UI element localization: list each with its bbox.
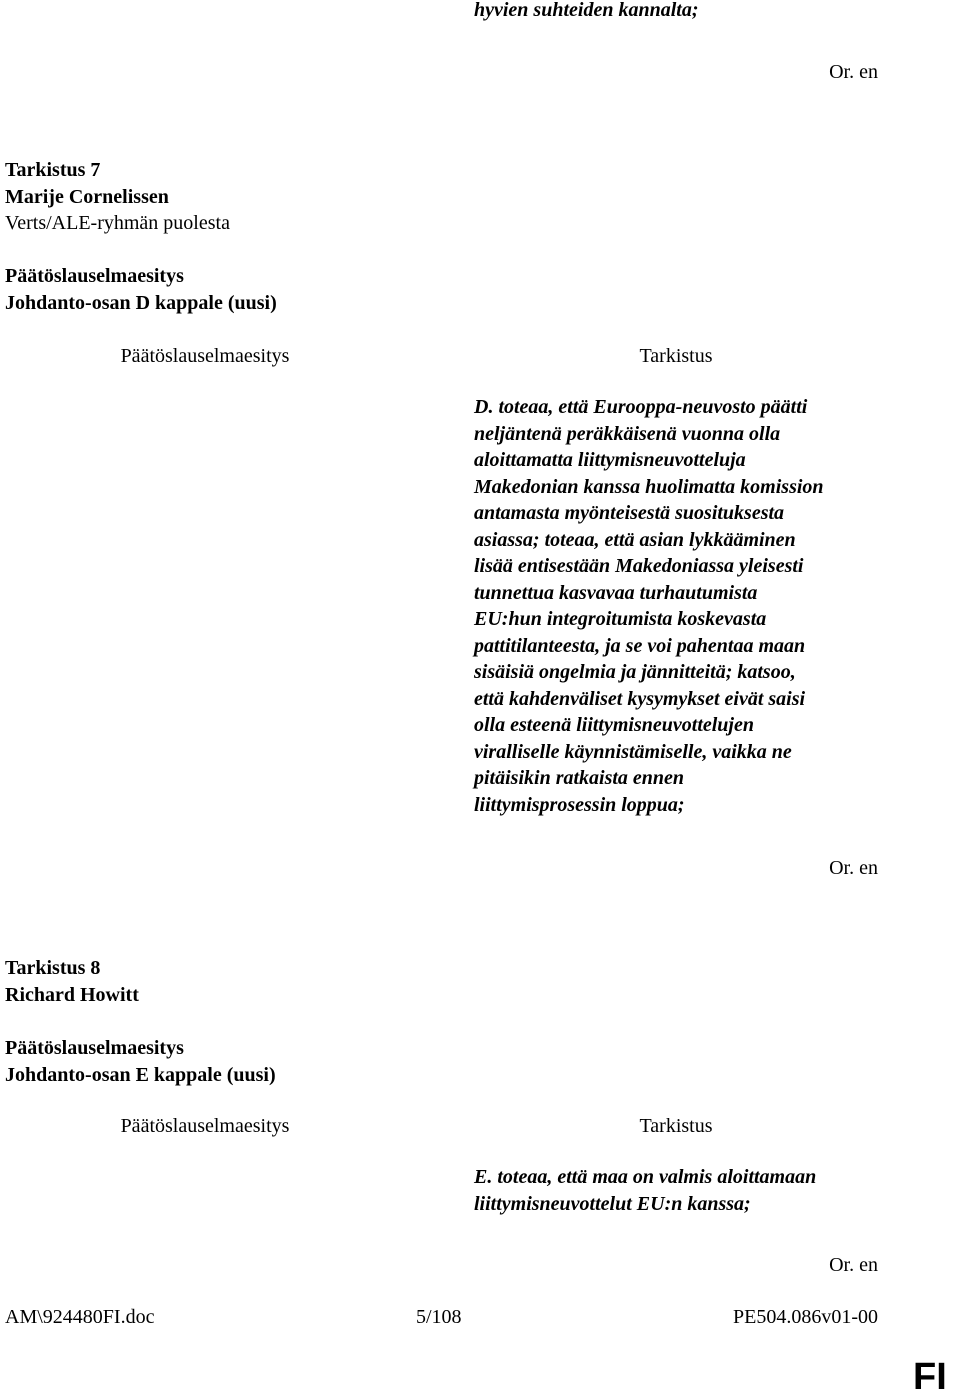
amendment-author: Marije Cornelissen: [5, 186, 169, 208]
amendment-text-line: pitäisikin ratkaista ennen: [474, 767, 685, 789]
amendment-text-line: Makedonian kanssa huolimatta komission: [474, 475, 824, 498]
amendment-number: Tarkistus 7: [5, 159, 101, 181]
amendment-text-line: viralliselle käynnistämiselle, vaikka ne: [474, 740, 792, 763]
amendment-group: Verts/ALE-ryhmän puolesta: [5, 212, 230, 234]
column-header-right: Tarkistus: [639, 345, 713, 367]
column-header-left: Päätöslauselmaesitys: [120, 1115, 290, 1137]
text-fragment: hyvien suhteiden kannalta;: [474, 0, 699, 21]
amendment-author: Richard Howitt: [5, 984, 139, 1006]
amendment-text-line: pattitilanteesta, ja se voi pahentaa maan: [474, 634, 806, 657]
amendment-text-line: että kahdenväliset kysymykset eivät saisi: [474, 687, 806, 710]
amendment-text-line: liittymisneuvottelut EU:n kanssa;: [474, 1192, 751, 1215]
amendment-text-line: liittymisprosessin loppua;: [474, 793, 685, 816]
amendment-text-line: D. toteaa, että Eurooppa-neuvosto päätti: [474, 396, 808, 418]
amendment-text: [474, 1164, 816, 1217]
amendment-text-line: asiassa; toteaa, että asian lykkääminen: [474, 528, 796, 551]
amendment-text-line: olla esteenä liittymisneuvottelujen: [474, 714, 754, 736]
footer-doc-reference: AM\924480FI.doc: [5, 1306, 155, 1328]
amendment-text-line: antamasta myönteisestä suosituksesta: [474, 502, 785, 524]
original-language: Or. en: [829, 61, 878, 83]
document-type: Päätöslauselmaesitys: [5, 1037, 184, 1059]
footer-page-number: 5/108: [416, 1306, 462, 1328]
amendment-text-line: aloittamatta liittymisneuvotteluja: [474, 449, 746, 471]
footer-pe-reference: PE504.086v01-00: [733, 1306, 878, 1328]
section-reference: Johdanto-osan D kappale (uusi): [5, 292, 277, 314]
amendment-text: [474, 394, 824, 818]
amendment-text-line: E. toteaa, että maa on valmis aloittamaan: [474, 1166, 817, 1188]
amendment-text-line: neljäntenä peräkkäisenä vuonna olla: [474, 422, 781, 445]
amendment-text-line: tunnettua kasvavaa turhautumista: [474, 581, 758, 604]
column-header-left: Päätöslauselmaesitys: [120, 345, 290, 367]
original-language: Or. en: [829, 857, 878, 879]
amendment-text-line: sisäisiä ongelmia ja jännitteitä; katsoo,: [474, 661, 796, 683]
column-header-right: Tarkistus: [639, 1115, 713, 1137]
amendment-text-line: lisää entisestään Makedoniassa yleisesti: [474, 555, 804, 577]
section-reference: Johdanto-osan E kappale (uusi): [5, 1064, 276, 1086]
language-mark: FI: [913, 1356, 947, 1398]
document-type: Päätöslauselmaesitys: [5, 265, 184, 287]
amendment-number: Tarkistus 8: [5, 957, 101, 979]
original-language: Or. en: [829, 1254, 878, 1276]
amendment-text-line: EU:hun integroitumista koskevasta: [474, 608, 767, 630]
